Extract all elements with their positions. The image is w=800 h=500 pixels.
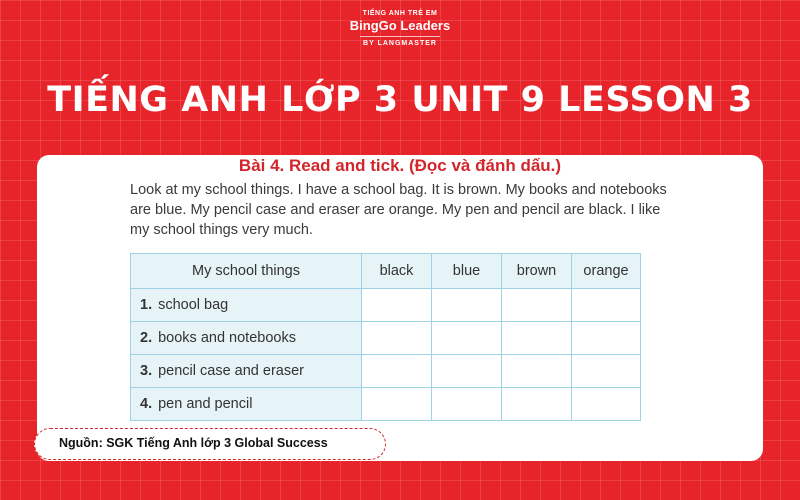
row-text: school bag (158, 297, 229, 313)
source-note: Nguồn: SGK Tiếng Anh lớp 3 Global Success (34, 428, 386, 460)
tick-cell-orange[interactable] (572, 322, 641, 355)
row-number: 4. (140, 396, 153, 412)
header-blue: blue (432, 254, 502, 289)
row-number: 1. (140, 297, 153, 313)
tick-cell-brown[interactable] (502, 388, 572, 421)
tick-cell-black[interactable] (362, 355, 432, 388)
row-label (131, 388, 362, 421)
header-brown: brown (502, 254, 572, 289)
row-number: 3. (140, 363, 153, 379)
tick-cell-orange[interactable] (572, 289, 641, 322)
exercise-card (37, 155, 763, 461)
tick-cell-orange[interactable] (572, 355, 641, 388)
exercise-title: Bài 4. Read and tick. (Đọc và đánh dấu.) (238, 156, 562, 175)
row-text: pen and pencil (158, 396, 253, 412)
logo-tagline: TIẾNG ANH TRẺ EM (362, 10, 438, 17)
tick-cell-brown[interactable] (502, 355, 572, 388)
header-black: black (362, 254, 432, 289)
table-row (131, 289, 641, 322)
tick-cell-blue[interactable] (432, 289, 502, 322)
tick-cell-blue[interactable] (432, 388, 502, 421)
tick-cell-black[interactable] (362, 388, 432, 421)
tick-cell-black[interactable] (362, 322, 432, 355)
logo-by: BY LANGMASTER (360, 36, 440, 47)
row-label (131, 355, 362, 388)
header-my-school-things: My school things (131, 254, 362, 289)
row-label (131, 322, 362, 355)
tick-cell-black[interactable] (362, 289, 432, 322)
header-orange: orange (572, 254, 641, 289)
tick-cell-blue[interactable] (432, 322, 502, 355)
school-things-table (130, 253, 641, 421)
tick-cell-blue[interactable] (432, 355, 502, 388)
table-header-row (131, 254, 641, 289)
tick-cell-brown[interactable] (502, 322, 572, 355)
brand-logo (0, 10, 800, 47)
reading-passage: Look at my school things. I have a school bag. It is brown. My books and notebooks are blue. My pencil case and eraser are orange. My pen and pencil are black. I like my school things very much. (130, 182, 667, 238)
table-row (131, 388, 641, 421)
row-text: pencil case and eraser (158, 363, 304, 379)
tick-cell-brown[interactable] (502, 289, 572, 322)
row-text: books and notebooks (158, 330, 296, 346)
row-label (131, 289, 362, 322)
table-row (131, 355, 641, 388)
page-title: TIẾNG ANH LỚP 3 UNIT 9 LESSON 3 (47, 80, 753, 120)
logo-brand: BingGo Leaders (349, 18, 451, 33)
row-number: 2. (140, 330, 153, 346)
tick-cell-orange[interactable] (572, 388, 641, 421)
table-row (131, 322, 641, 355)
